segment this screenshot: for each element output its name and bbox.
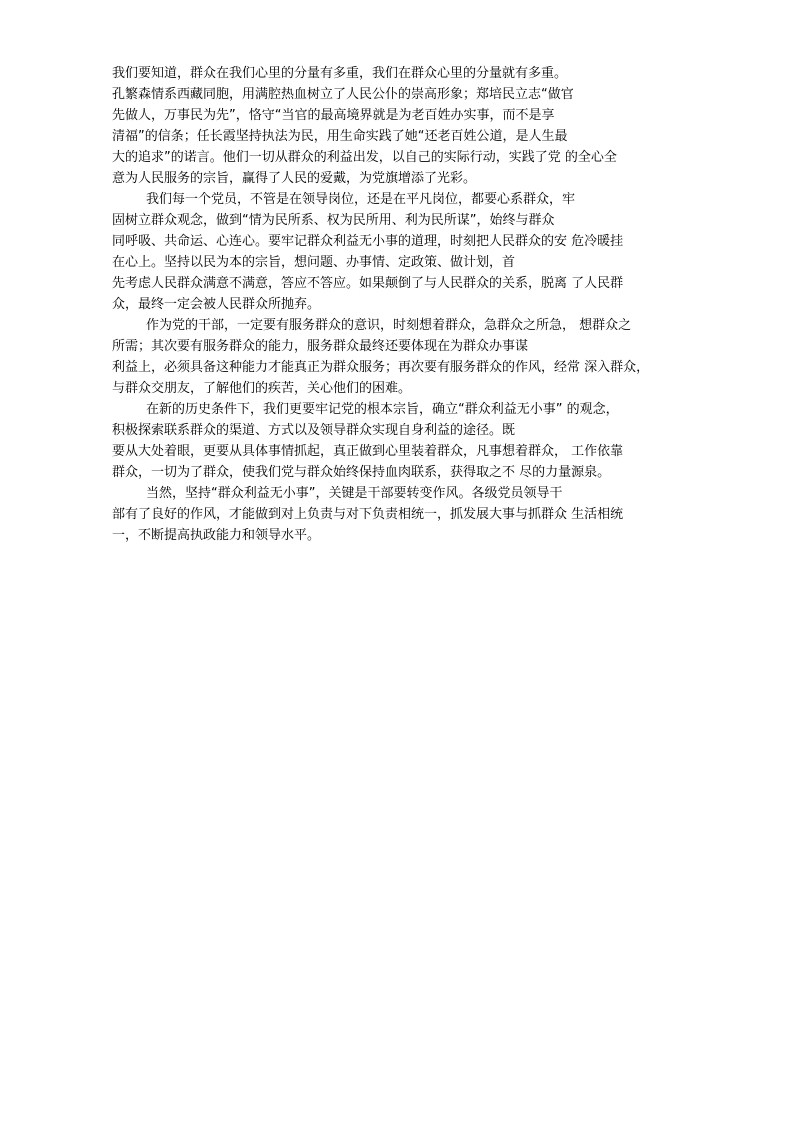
paragraph-first-line: 我们每一个党员，不管是在领导岗位，还是在平凡岗位，都要心系群众，牢 bbox=[146, 192, 576, 207]
text-line: 固树立群众观念，做到“情为民所系、权为民所用、利为民所谋”，始终与群众 bbox=[112, 213, 555, 228]
text-line: 孔繁森情系西藏同胞，用满腔热血树立了人民公仆的崇高形象；郑培民立志“做官 bbox=[112, 87, 574, 102]
text-line: 群众，一切为了群众，使我们党与群众始终保持血肉联系，获得取之不 尽的力量源泉。 bbox=[112, 465, 611, 480]
text-line: 清福”的信条；任长霞坚持执法为民，用生命实践了她“还老百姓公道，是人生最 bbox=[112, 129, 568, 144]
text-line: 积极探索联系群众的渠道、方式以及领导群众实现自身利益的途径。既 bbox=[112, 423, 516, 438]
text-line: 在心上。坚持以民为本的宗旨，想问题、办事情、定政策、做计划，首 bbox=[112, 255, 516, 270]
paragraph-first-line: 当然，坚持“群众利益无小事”，关键是干部要转变作风。各级党员领导干 bbox=[146, 486, 563, 501]
document-body bbox=[112, 63, 682, 546]
text-line: 同呼吸、共命运、心连心。要牢记群众利益无小事的道理，时刻把人民群众的安 危冷暖挂 bbox=[112, 234, 624, 249]
text-line: 我们要知道，群众在我们心里的分量有多重，我们在群众心里的分量就有多重。 bbox=[112, 66, 568, 81]
text-line: 一，不断提高执政能力和领导水平。 bbox=[112, 528, 321, 543]
text-line: 与群众交朋友，了解他们的疾苦，关心他们的困难。 bbox=[112, 381, 412, 396]
text-line: 要从大处着眼，更要从具体事情抓起，真正做到心里装着群众，凡事想着群众， 工作依靠 bbox=[112, 444, 624, 459]
paragraph-first-line: 作为党的干部，一定要有服务群众的意识，时刻想着群众，急群众之所急， 想群众之 bbox=[146, 318, 632, 333]
text-line: 所需；其次要有服务群众的能力，服务群众最终还要体现在为群众办事谋 bbox=[112, 339, 529, 354]
text-line: 大的追求”的诺言。他们一切从群众的利益出发，以自己的实际行动，实践了党 的全心全 bbox=[112, 150, 617, 165]
text-line: 意为人民服务的宗旨，赢得了人民的爱戴，为党旗增添了光彩。 bbox=[112, 171, 477, 186]
text-line: 先考虑人民群众满意不满意，答应不答应。如果颠倒了与人民群众的关系，脱离 了人民群 bbox=[112, 276, 624, 291]
text-line: 先做人，万事民为先”，恪守“当官的最高境界就是为老百姓办实事，而不是享 bbox=[112, 108, 555, 123]
text-line: 利益上，必须具备这种能力才能真正为群众服务；再次要有服务群众的作风，经常 深入群众， bbox=[112, 360, 650, 375]
text-line: 部有了良好的作风，才能做到对上负责与对下负责相统一，抓发展大事与抓群众 生活相统 bbox=[112, 507, 624, 522]
paragraph-first-line: 在新的历史条件下，我们更要牢记党的根本宗旨，确立“群众利益无小事” 的观念， bbox=[146, 402, 619, 417]
text-line: 众，最终一定会被人民群众所抛弃。 bbox=[112, 297, 321, 312]
